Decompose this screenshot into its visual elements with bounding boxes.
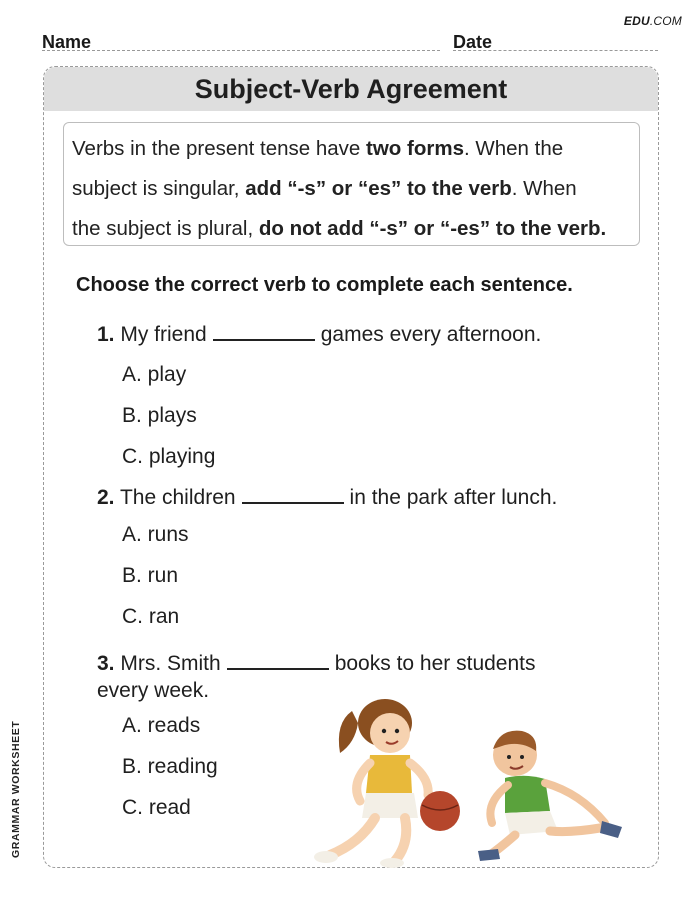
question-1: 1. My friend games every afternoon.	[97, 323, 542, 346]
date-label: Date	[453, 32, 493, 52]
instruction: Choose the correct verb to complete each sentence.	[76, 274, 573, 296]
option-2a[interactable]: A. runs	[122, 523, 189, 546]
rule-box	[63, 122, 640, 246]
answer-blank[interactable]	[242, 486, 344, 504]
rule-line-1: Verbs in the present tense have two forms. When the	[72, 137, 564, 160]
brand-logo-suffix: .COM	[649, 14, 682, 28]
option-1b[interactable]: B. plays	[122, 404, 197, 427]
option-2b[interactable]: B. run	[122, 564, 179, 587]
answer-blank[interactable]	[213, 323, 315, 341]
option-1a[interactable]: A. play	[122, 363, 187, 386]
boy-figure	[478, 731, 622, 861]
date-rule	[453, 50, 658, 51]
rule-line-3: the subject is plural, do not add “-s” or “-es” to the verb.	[72, 217, 607, 240]
question-3-continuation: every week.	[97, 679, 210, 702]
side-label: GRAMMAR WORKSHEET	[10, 720, 22, 858]
name-rule	[42, 50, 440, 51]
basketball-icon	[420, 791, 460, 831]
option-3a[interactable]: A. reads	[122, 714, 201, 737]
title-bar	[44, 67, 658, 111]
option-2c[interactable]: C. ran	[122, 605, 180, 628]
page-title: Subject-Verb Agreement	[194, 73, 508, 104]
brand-logo-bold: EDU	[623, 14, 650, 28]
name-label: Name	[42, 32, 92, 52]
question-2: 2. The children in the park after lunch.	[97, 486, 558, 509]
brand-logo	[624, 14, 682, 28]
answer-blank[interactable]	[227, 652, 329, 670]
option-1c[interactable]: C. playing	[122, 445, 216, 468]
kids-basketball-illustration	[300, 683, 640, 868]
girl-figure	[314, 699, 428, 868]
option-3b[interactable]: B. reading	[122, 755, 218, 778]
rule-line-2: subject is singular, add “-s” or “es” to the verb. When	[72, 177, 577, 200]
option-3c[interactable]: C. read	[122, 796, 191, 819]
question-3: 3. Mrs. Smith books to her students	[97, 652, 536, 675]
